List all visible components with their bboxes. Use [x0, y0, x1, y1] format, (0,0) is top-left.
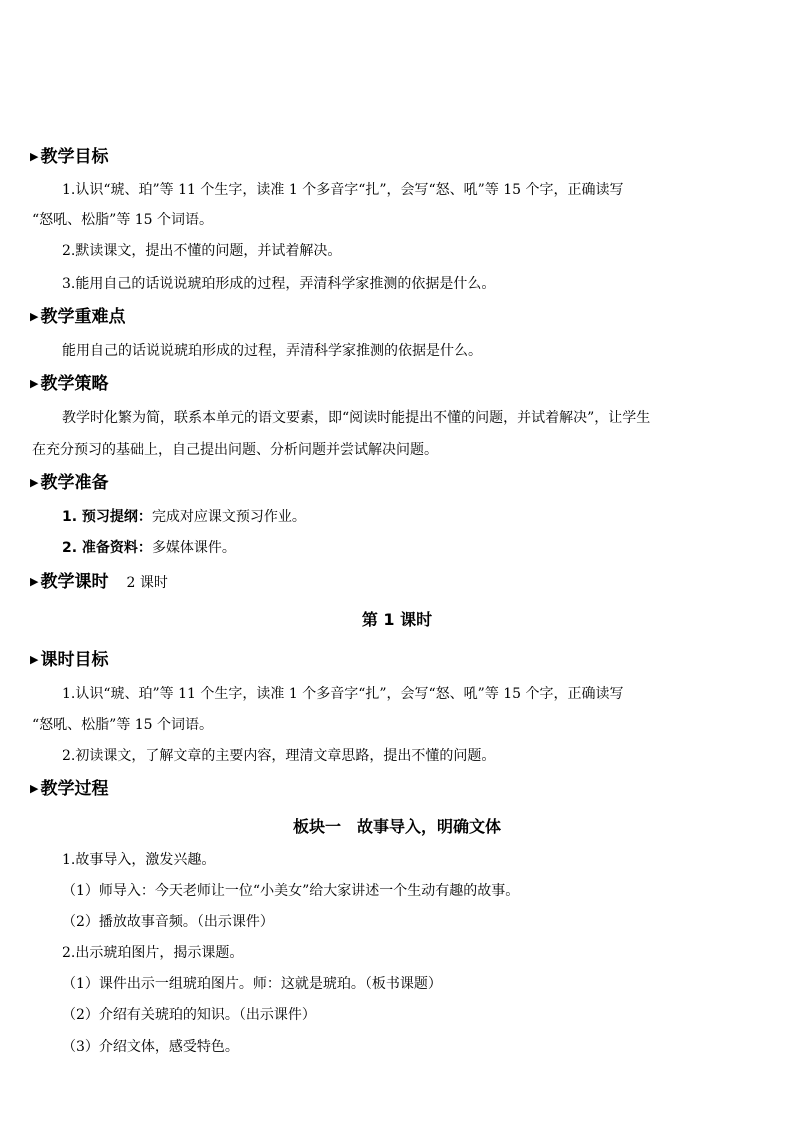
lesson-objective-line: 1.认识“琥、珀”等 11 个生字，读准 1 个多音字“扎”，会写“怒、吼”等 15 个字，正确读写 [62, 686, 624, 702]
heading-strategy [30, 373, 108, 395]
process-line: （1）课件出示一组琥珀图片。师：这就是琥珀。（板书课题） [62, 976, 442, 992]
section-title: 板块一 故事导入，明确文体 [292, 817, 501, 836]
triangle-marker-icon: ▶ [30, 575, 39, 588]
objective-line: 2.默读课文，提出不懂的问题，并试着解决。 [62, 243, 342, 259]
triangle-marker-icon: ▶ [30, 476, 39, 489]
triangle-marker-icon: ▶ [30, 653, 39, 666]
lesson-objective-line: 2.初读课文，了解文章的主要内容，理清文章思路，提出不懂的问题。 [62, 748, 496, 764]
heading-periods [30, 571, 168, 594]
preparation-item [62, 538, 236, 558]
strategy-line: 在充分预习的基础上，自己提出问题、分析问题并尝试解决问题。 [32, 442, 438, 458]
preparation-text: 多媒体课件。 [151, 540, 236, 556]
preparation-label: 1. 预习提纲： [62, 509, 152, 525]
objective-line: 3.能用自己的话说说琥珀形成的过程，弄清科学家推测的依据是什么。 [62, 276, 496, 292]
lesson-objective-line: “怒吼、松脂”等 15 个词语。 [32, 717, 214, 733]
heading-lesson-objectives [30, 649, 108, 671]
preparation-text: 完成对应课文预习作业。 [151, 509, 306, 525]
lesson-title: 第 1 课时 [361, 610, 433, 629]
process-line: （2）介绍有关琥珀的知识。（出示课件） [62, 1007, 316, 1023]
heading-text: 教学过程 [40, 779, 109, 799]
process-line: 1.故事导入，激发兴趣。 [62, 852, 216, 868]
heading-objectives [30, 146, 108, 168]
process-line: 2.出示琥珀图片，揭示课题。 [62, 945, 244, 961]
process-line: （1）师导入：今天老师让一位“小美女”给大家讲述一个生动有趣的故事。 [62, 883, 520, 899]
objective-line: “怒吼、松脂”等 15 个词语。 [32, 212, 214, 228]
process-line: （2）播放故事音频。（出示课件） [62, 914, 274, 930]
strategy-line: 教学时化繁为简，联系本单元的语文要素，即“阅读时能提出不懂的问题，并试着解决”，让学生 [62, 410, 651, 426]
heading-process [30, 778, 108, 800]
heading-text: 课时目标 [40, 650, 109, 670]
triangle-marker-icon: ▶ [30, 310, 39, 323]
heading-text: 教学目标 [40, 147, 109, 167]
process-line: （3）介绍文体，感受特色。 [62, 1039, 239, 1055]
triangle-marker-icon: ▶ [30, 782, 39, 795]
heading-text: 教学课时 [40, 572, 109, 592]
preparation-label: 2. 准备资料： [62, 540, 152, 556]
triangle-marker-icon: ▶ [30, 150, 39, 163]
heading-key-points [30, 306, 125, 328]
heading-preparation [30, 472, 108, 494]
heading-text: 教学重难点 [40, 307, 126, 327]
objective-line: 1.认识“琥、珀”等 11 个生字，读准 1 个多音字“扎”，会写“怒、吼”等 15 个字，正确读写 [62, 182, 624, 198]
preparation-item [62, 507, 306, 527]
triangle-marker-icon: ▶ [30, 377, 39, 390]
key-points-text: 能用自己的话说说琥珀形成的过程，弄清科学家推测的依据是什么。 [62, 343, 482, 359]
periods-value: 2 课时 [126, 575, 168, 591]
heading-text: 教学策略 [40, 374, 109, 394]
heading-text: 教学准备 [40, 473, 109, 493]
